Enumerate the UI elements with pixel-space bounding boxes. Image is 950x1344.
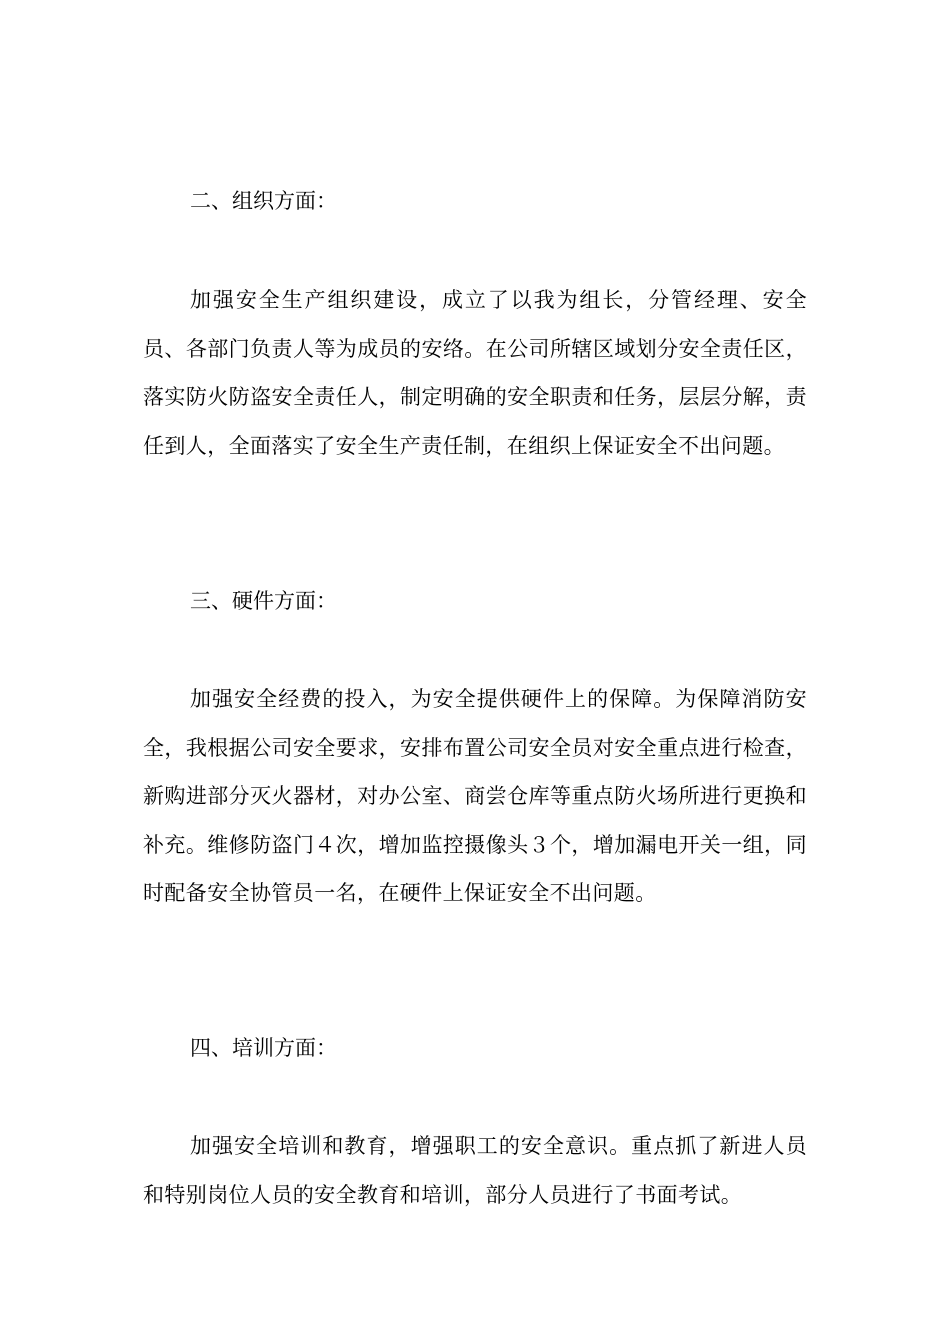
section-body-hardware: 加强安全经费的投入，为安全提供硬件上的保障。为保障消防安全，我根据公司安全要求，安排布置公司安全员对安全重点进行检查，新购进部分灭火器材，对办公室、商尝仓库等重点防火场所进行更换和补充。维修防盗门４次，增加监控摄像头３个，增加漏电开关一组，同时配备安全协管员一名，在硬件上保证安全不出问题。 — [143, 687, 807, 905]
section-heading-training: 四、培训方面： — [190, 1036, 337, 1060]
section-heading-hardware: 三、硬件方面： — [190, 589, 337, 613]
section-body-organization: 加强安全生产组织建设，成立了以我为组长，分管经理、安全员、各部门负责人等为成员的安络。在公司所辖区域划分安全责任区，落实防火防盗安全责任人，制定明确的安全职责和任务，层层分解，责任到人，全面落实了安全生产责任制，在组织上保证安全不出问题。 — [143, 288, 807, 458]
section-body-training: 加强安全培训和教育，增强职工的安全意识。重点抓了新进人员和特别岗位人员的安全教育和培训，部分人员进行了书面考试。 — [143, 1134, 807, 1207]
section-heading-organization: 二、组织方面： — [190, 189, 337, 213]
